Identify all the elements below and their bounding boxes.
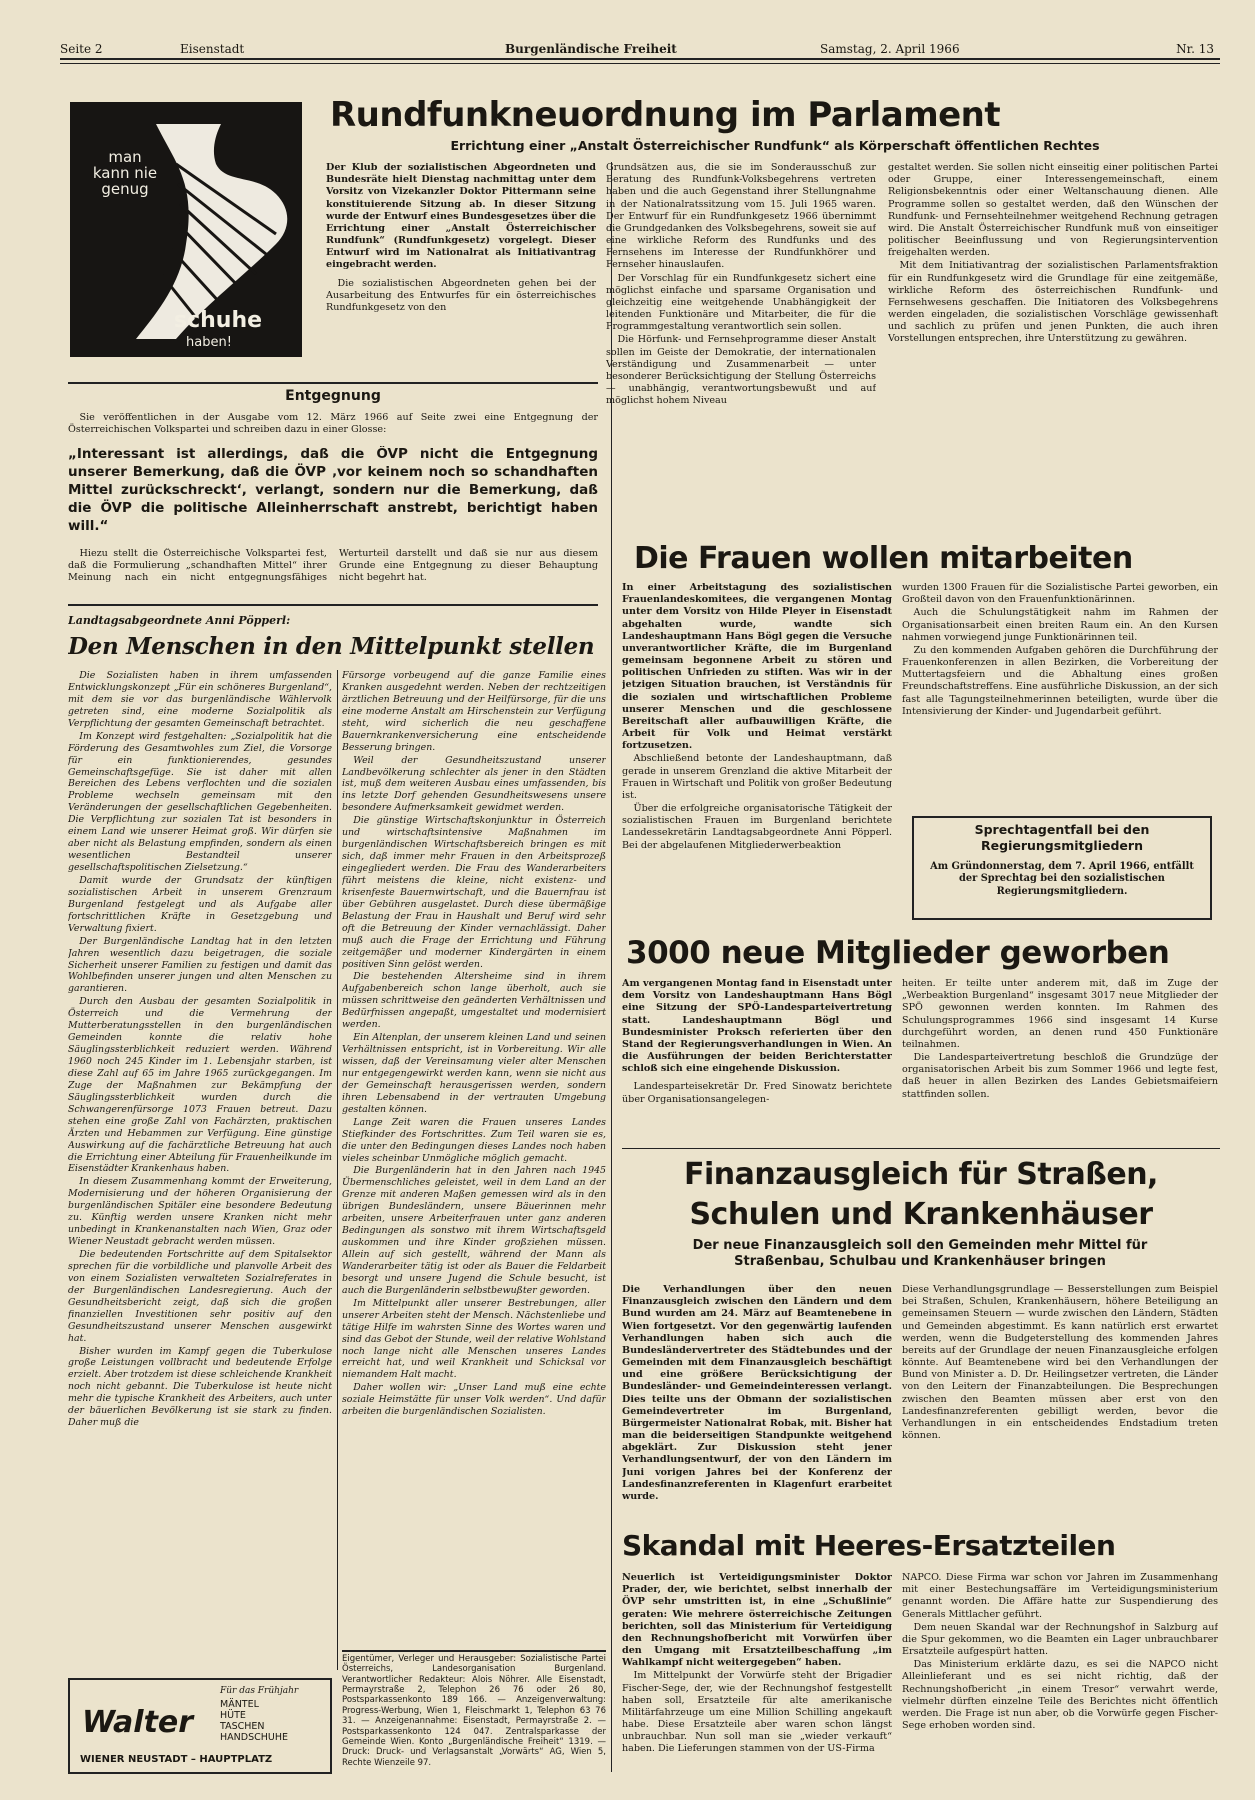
poepperl-headline: Den Menschen in den Mittelpunkt stellen — [68, 633, 595, 660]
frauen-p2: Über die erfolgreiche organisatorische Tätigkeit der sozialistischen Frauen im Burgenland berichtete Landessekretärin Landtagsabgeordnete Anni Pöpperl. Bei der abgelaufenen Mitgliederwerbeaktion — [622, 803, 892, 851]
entgegnung-quote: „Interessant ist allerdings, daß die ÖVP nicht die Entgegnung unserer Bemerkung, daß die ÖVP ‚vor keinem noch so schandhaften Mittel zurückschreckt‘, verlangt, sondern nur die Bemerkung, daß die ÖVP die politische Alleinherrschaft anstrebt, berichtigt haben will.“ — [68, 446, 598, 534]
rundfunk-col3-p2: Mit dem Initiativantrag der sozialistischen Parlamentsfraktion für ein Rundfunkgesetz wird die Grundlage für eine zeitgemäße, wirkliche Reform des österreichischen Rundfunk- und Fernsehwesens geschaffen. Die Initiatoren des Volksbegehrens werden eingeladen, die sozialistischen Vorschläge gewissenhaft und sachlich zu prüfen und jenen Punkten, die auch ihren Vorstellungen entsprechen, ihre Unterstützung zu gewähren. — [888, 260, 1218, 345]
issue-date: Samstag, 2. April 1966 — [820, 42, 960, 56]
poepperl-p9: Fürsorge vorbeugend auf die ganze Familie eines Kranken ausgedehnt werden. Neben der rechtzeitigen ärztlichen Betreuung und der Heilfürsorge, für die uns eine moderne Anstalt am Hirschenstein zur Verfügung steht, wird sicherlich die neu geschaffene Bauernkrankenversicherung eine entscheidende Besserung bringen. — [342, 670, 606, 753]
poepperl-p4: Der Burgenländische Landtag hat in den letzten Jahren wesentlich dazu beigetragen, die soziale Sicherheit unserer Familien zu festigen und damit das Wohlbefinden unserer jungen und alten Menschen zu garantieren. — [68, 935, 332, 995]
walter-item: HÜTE — [220, 1709, 246, 1721]
paper-name: Burgenländische Freiheit — [505, 42, 677, 56]
poepperl-p13: Ein Altenplan, der unserem kleinen Land und seinen Verhältnissen entspricht, ist in Vorbereitung. Wir alle wissen, daß der Vereinsamung vieler alter Menschen nur entgegengewirkt werden kann, wenn sie nicht aus der Gemeinschaft herausgerissen werden, sondern ihren Lebensabend in der vertrauten Umgebung gestalten können. — [342, 1032, 606, 1115]
poepperl-p5: Durch den Ausbau der gesamten Sozialpolitik in Österreich und die Vermehrung der Mutterberatungsstellen in den burgenländischen Gemeinden konnte die relativ hohe Säuglingssterblichkeit reduziert werden. Während 1960 noch 245 Kinder im 1. Lebensjahr starben, ist diese Zahl auf 65 im Jahre 1965 zurückgegangen. Im Zuge der Maßnahmen zur Bekämpfung der Säuglingssterblichkeit wurden durch die Schwangerenfürsorge 1073 Frauen betreut. Dazu stehen eine große Zahl von Fachärzten, praktischen Ärzten und Hebammen zur Verfügung. Eine günstige Auswirkung auf die fachärztliche Betreuung hat auch die Errichtung einer Abteilung für Frauenheilkunde im Eisenstädter Krankenhaus haben. — [68, 996, 332, 1175]
poepperl-col-2 — [342, 670, 606, 1638]
divider — [68, 604, 598, 606]
rundfunk-subtitle: Errichtung einer „Anstalt Österreichischer Rundfunk“ als Körperschaft öffentlichen Rechtes — [450, 138, 1100, 153]
poepperl-p6: In diesem Zusammenhang kommt der Erweiterung, Modernisierung und der höheren Organisierung der burgenländischen Spitäler eine besondere Bedeutung zu. Künftig werden unsere Kranken nicht mehr unbedingt in Krankenanstalten nach Wien, Graz oder Wiener Neustadt gebracht werden müssen. — [68, 1176, 332, 1248]
divider — [622, 1148, 1220, 1149]
entgegnung-title: Entgegnung — [285, 388, 381, 404]
skandal-p3: Dem neuen Skandal war der Rechnungshof in Salzburg auf die Spur gekommen, wo die Beamten ein Lager unbrauchbarer Ersatzteile aufgespürt hatten. — [902, 1621, 1218, 1658]
frauen-headline: Die Frauen wollen mitarbeiten — [634, 541, 1133, 576]
frauen-col-2 — [902, 582, 1218, 810]
walter-item: MÄNTEL — [220, 1699, 259, 1710]
poepperl-p10: Weil der Gesundheitszustand unserer Landbevölkerung schlechter als jener in den Städten ist, muß dem weiteren Ausbau eines umfassenden, bis ins letzte Dorf gehenden Gesundheitswesens unsere besondere Aufmerksamkeit gewidmet werden. — [342, 754, 606, 814]
notice-title: Sprechtagentfall bei den Regierungsmitgliedern — [974, 822, 1150, 854]
poepperl-p12: Die bestehenden Altersheime sind in ihrem Aufgabenbereich schon lange überholt, auch sie müssen schrittweise den geänderten Verhältnissen und Bedürfnissen angepaßt, umgestaltet und modernisiert werden. — [342, 971, 606, 1031]
mitglieder-headline: 3000 neue Mitglieder geworben — [626, 935, 1170, 971]
mitglieder-p3: Die Landesparteivertretung beschloß die Grundzüge der organisatorischen Arbeit bis zum Sommer 1966 und legte fest, daß heuer in allen Bezirken des Landes Gebietsmaifeiern stattfinden sollen. — [902, 1052, 1218, 1100]
frauen-p3: wurden 1300 Frauen für die Sozialistische Partei geworben, ein Großteil davon von den Frauenfunktionärinnen. — [902, 582, 1218, 606]
walter-item: TASCHEN — [220, 1720, 265, 1732]
skandal-p4: Das Ministerium erklärte dazu, es sei die NAPCO nicht Alleinlieferant und es sei nicht richtig, daß der Rechnungshofbericht „in einem Tresor“ verwahrt werde, vielmehr dürften einzelne Teile des Berichtes nicht öffentlich werden. Die Frage ist nun aber, ob die Vorwürfe gegen Fischer-Sege erhoben worden sind. — [902, 1659, 1218, 1732]
finanz-headline-1: Finanzausgleich für Straßen, — [684, 1157, 1158, 1192]
entgegnung-intro — [68, 412, 598, 444]
entgegnung-body-text: Hiezu stellt die Österreichische Volkspartei fest, daß die Formulierung „schandhaften Mittel“ ihrer Meinung nach ein nicht entgegnungsfähiges Werturteil darstellt und daß sie nur aus diesem Grunde eine Entgegnung zu dieser Behauptung nicht begehrt hat. — [68, 548, 598, 584]
rundfunk-col2-p2: Der Vorschlag für ein Rundfunkgesetz sichert eine möglichst einfache und sparsame Organisation und gleichzeitig eine weitgehende Unabhängigkeit der leitenden Funktionäre und Mitarbeiter, die für die Programmgestaltung verantwortlich sein sollen. — [606, 272, 876, 333]
divider — [68, 382, 598, 384]
finanz-col-1 — [622, 1284, 892, 1522]
rundfunk-lead: Der Klub der sozialistischen Abgeordneten und Bundesräte hielt Dienstag nachmittag unter dem Vorsitz von Vizekanzler Doktor Pittermann seine konstituierende Sitzung ab. In dieser Sitzung wurde der Entwurf eines Bundesgesetzes über die Errichtung einer „Anstalt Österreichischer Rundfunk“ (Rundfunkgesetz) vorgelegt. Dieser Entwurf wird im Nationalrat als Initiativantrag eingebracht werden. — [326, 162, 596, 271]
skandal-col-2 — [902, 1572, 1218, 1776]
walter-address: WIENER NEUSTADT – HAUPTPLATZ — [80, 1754, 273, 1765]
rundfunk-col3-p1: gestaltet werden. Sie sollen nicht einseitig einer politischen Partei oder Gruppe, einer Interessengemeinschaft, einem Religionsbekenntnis oder einer Weltanschauung dienen. Alle Programme sollen so gestaltet werden, daß den Wünschen der Rundfunk- und Fernsehteilnehmer weitgehend Rechnung getragen wird. Die Anstalt Österreichischer Rundfunk muß von einseitiger politischer Beeinflussung und von Regierungsintervention freigehalten werden. — [888, 162, 1218, 259]
skandal-col-1 — [622, 1572, 892, 1776]
issue-number: Nr. 13 — [1176, 42, 1214, 56]
walter-item: HANDSCHUHE — [220, 1731, 288, 1743]
finanz-col-2 — [902, 1284, 1218, 1522]
rundfunk-col2-p3: Die Hörfunk- und Fernsehprogramme dieser Anstalt sollen im Geiste der Demokratie, der internationalen Verständigung und Zusammenarbeit — unter besonderer Berücksichtigung der Stellung Österreichs — unabhängig, verantwortungsbewußt und auf möglichst hohem Niveau — [606, 334, 876, 407]
entgegnung-intro-text: Sie veröffentlichen in der Ausgabe vom 12. März 1966 auf Seite zwei eine Entgegnung der Österreichischen Volkspartei und schreiben dazu in einer Glosse: — [68, 412, 598, 436]
poepperl-p17: Daher wollen wir: „Unser Land muß eine echte soziale Heimstätte für unser Volk werden“. Und dafür arbeiten die burgenländischen Sozialisten. — [342, 1382, 606, 1418]
finanz-subtitle: Der neue Finanzausgleich soll den Gemeinden mehr Mittel für Straßenbau, Schulbau und Krankenhäuser bringen — [692, 1238, 1148, 1270]
rundfunk-col-2 — [606, 162, 876, 534]
poepperl-p15: Die Burgenländerin hat in den Jahren nach 1945 Übermenschliches geleistet, weil in dem Land an der Grenze mit anderen Maßen gemessen wird als in den übrigen Bundesländern, unsere Bäuerinnen mehr arbeiten, unsere Arbeiterfrauen unter ganz anderen Bedingungen als sonstwo mit ihrem Wirtschaftsgeld auskommen und ihre Kinder großziehen müssen. Allein auf sich gestellt, während der Mann als Wanderarbeiter tätig ist oder als Bauer die Feldarbeit besorgt und unsere Jugend die Schule besucht, ist auch die Burgenländerin selbstbewußter geworden. — [342, 1165, 606, 1296]
column-rule — [337, 670, 338, 1670]
mitglieder-col-2 — [902, 978, 1218, 1148]
rundfunk-p1: Die sozialistischen Abgeordneten gehen bei der Ausarbeitung des Entwurfes für ein österreichisches Rundfunkgesetz von den — [326, 277, 596, 313]
walter-items — [220, 1700, 288, 1744]
poepperl-p8: Bisher wurden im Kampf gegen die Tuberkulose große Leistungen vollbracht und bedeutende Erfolge erzielt. Aber trotzdem ist diese schleichende Krankheit noch nicht gebannt. Die Tuberkulose ist heute nicht mehr die typische Krankheit des Arbeiters, auch unter der bäuerlichen Bevölkerung ist sie stark zu finden. Daher muß die — [68, 1345, 332, 1429]
poepperl-p11: Die günstige Wirtschaftskonjunktur in Österreich und wirtschaftsintensive Maßnahmen im burgenländischen Wirtschaftsbereich bringen es mit sich, daß immer mehr Frauen in den Arbeitsprozeß eingegliedert werden. Die Frau des Wanderarbeiters führt meistens die kleine, nicht existenz- und krisenfeste Bauernwirtschaft, und die Bauernfrau ist über Gebühren ausgelastet. Durch diese übermäßige Belastung der Frau in Haushalt und Beruf wird sehr oft die Betreuung der Kinder vernachlässigt. Daher muß auch die Frage der Errichtung und Führung zeitgemäßer und moderner Kindergärten in einem positiven Sinn gelöst werden. — [342, 815, 606, 970]
frauen-p4: Auch die Schulungstätigkeit nahm im Rahmen der Organisationsarbeit einen breiten Raum ein. An den Kursen nahmen vorwiegend junge Funktionärinnen teil. — [902, 607, 1218, 643]
poepperl-p1: Die Sozialisten haben in ihrem umfassenden Entwicklungskonzept „Für ein schöneres Burgenland“, mit dem sie vor das burgenländische Wählervolk getreten sind, eine moderne Sozialpolitik als Verpflichtung der gesamten Gemeinschaft betrachtet. — [68, 670, 332, 729]
frauen-lead: In einer Arbeitstagung des sozialistischen Frauenlandeskomitees, die vergangenen Montag unter dem Vorsitz von Hilde Pleyer in Eisenstadt abgehalten wurde, wandte sich Landeshauptmann Hans Bögl gegen die Versuche unverantwortlicher Kräfte, die im Burgenland gemeinsam begonnene Arbeit zu stören und politischen Unfrieden zu stiften. Was wir in der jetzigen Situation brauchen, ist Verständnis für die sozialen und wirtschaftlichen Probleme unserer Menschen und die geschlossene Bereitschaft aller aufbauwilligen Kräfte, die Arbeit für Volk und Heimat verstärkt fortzusetzen. — [622, 582, 892, 752]
mitglieder-p2: heiten. Er teilte unter anderem mit, daß im Zuge der „Werbeaktion Burgenland“ insgesamt 3017 neue Mitglieder der SPÖ gewonnen werden konnten. Im Rahmen des Schulungsprogrammes 1966 sind insgesamt 14 Kurse durchgeführt worden, an denen rund 450 Funktionäre teilnahmen. — [902, 978, 1218, 1050]
frauen-p1: Abschließend betonte der Landeshauptmann, daß gerade in unserem Grenzland die aktive Mitarbeit der Frauen in Wirtschaft und Politik von großer Bedeutung ist. — [622, 753, 892, 801]
walter-tagline: Für das Frühjahr — [220, 1686, 299, 1696]
frauen-col-1 — [622, 582, 892, 928]
entgegnung-body — [68, 548, 598, 596]
mitglieder-p1: Landesparteisekretär Dr. Fred Sinowatz berichtete über Organisationsangelegen- — [622, 1081, 892, 1105]
mitglieder-col-1 — [622, 978, 892, 1148]
walter-advertisement — [68, 1678, 332, 1774]
poepperl-col-1 — [68, 670, 332, 1670]
ad-slogan: man kann nie genug — [92, 148, 158, 198]
skandal-lead: Neuerlich ist Verteidigungsminister Doktor Prader, der, wie berichtet, selbst innerhalb der ÖVP sehr umstritten ist, in eine „Schußlinie“ geraten: Wie mehrere österreichische Zeitungen berichten, soll das Ministerium für Verteidigung den Rechnungshofbericht mit Vorwürfen über den Umgang mit Ersatzteilbeschaffung „im Wahlkampf nicht weitergegeben“ haben. — [622, 1572, 892, 1669]
finanz-lead: Die Verhandlungen über den neuen Finanzausgleich zwischen den Ländern und dem Bund wurden am 24. März auf Beamtenebene in Wien fortgesetzt. Vor den gegenwärtig laufenden Verhandlungen haben sich auch die Bundesländervertreter des Städtebundes und der Gemeinden mit dem Finanzausgleich beschäftigt und eine größere Berücksichtigung der Bundesländer- und Gemeindeinteressen verlangt. Dies teilte uns der Obmann der sozialistischen Gemeindevertreter im Burgenland, Bürgermeister Nationalrat Robak, mit. Bisher hat man die beiderseitigen Standpunkte weitgehend abgeklärt. Zur Diskussion steht jener Verhandlungsentwurf, der von den Ländern im Juni vorigen Jahres bei der Konferenz der Landesfinanzreferenten in Klagenfurt erarbeitet wurde. — [622, 1284, 892, 1502]
shoe-advertisement — [70, 102, 302, 357]
rundfunk-headline: Rundfunkneuordnung im Parlament — [330, 95, 1001, 134]
mitglieder-lead: Am vergangenen Montag fand in Eisenstadt unter dem Vorsitz von Landeshauptmann Hans Bögl eine Sitzung der SPÖ-Landesparteivertretung statt. Landeshauptmann Bögl und Bundesminister Proksch referierten über den Stand der Regierungsverhandlungen in Wien. An die Ausführungen der beiden Berichterstatter schloß sich eine eingehende Diskussion. — [622, 978, 892, 1075]
rundfunk-col-1 — [326, 162, 596, 398]
rundfunk-col-3 — [888, 162, 1218, 534]
poepperl-p16: Im Mittelpunkt aller unserer Bestrebungen, aller unserer Arbeiten steht der Mensch. Nächstenliebe und tätige Hilfe im wahrsten Sinne des Wortes waren und sind das Gebot der Stunde, weil der relative Wohlstand noch lange nicht alle Menschen unseres Landes erreicht hat, und weil Krankheit und Schicksal vor niemandem Halt macht. — [342, 1297, 606, 1381]
skandal-p2: NAPCO. Diese Firma war schon vor Jahren im Zusammenhang mit einer Bestechungsaffäre im Verteidigungsministerium genannt worden. Die Affäre hatte zur Suspendierung des Generals Mittlacher geführt. — [902, 1572, 1218, 1620]
header-city: Eisenstadt — [180, 42, 245, 56]
page-header — [60, 38, 1220, 60]
ad-word-haben: haben! — [186, 335, 232, 350]
column-rule — [611, 162, 612, 1772]
poepperl-p2: Im Konzept wird festgehalten: „Sozialpolitik hat die Förderung des Gesamtwohles zum Ziel, die Vorsorge für ein funktionierendes, gesundes Gemeinschaftsgefüge. Sie ist daher mit allen Bereichen des Lebens verflochten und die sozialen Probleme wechseln gemeinsam mit den Veränderungen der gesellschaftlichen Gegebenheiten. Die Verpflichtung zur sozialen Tat ist besonders in einem Land wie unserer Heimat groß. Wir dürfen sie aber nicht als Belastung empfinden, sondern als einen wesentlichen Bestandteil unserer gesellschaftspolitischen Zielsetzung.“ — [68, 730, 332, 873]
walter-brand: Walter — [82, 1705, 194, 1740]
skandal-p1: Im Mittelpunkt der Vorwürfe steht der Brigadier Fischer-Sege, der, wie der Rechnungshof festgestellt haben soll, Ersatzteile für alte amerikanische Militärfahrzeuge um eine Million Schilling angekauft habe. Diese Ersatzteile aber waren schon längst unbrauchbar. Nun soll man sie „wieder verkauft“ haben. Die Lieferungen stammen von der US-Firma — [622, 1670, 892, 1755]
frauen-p5: Zu den kommenden Aufgaben gehören die Durchführung der Frauenkonferenzen in allen Bezirken, die Vorbereitung der Muttertagsfeiern und die Abhaltung eines großen Freundschaftstreffens. Eine ausführliche Diskussion, an der sich fast alle Tagungsteilnehmerinnen beteiligten, wurde über die Intensivierung der Kinder- und Jugendarbeit geführt. — [902, 644, 1218, 717]
divider — [342, 1650, 606, 1652]
skandal-headline: Skandal mit Heeres-Ersatzteilen — [622, 1529, 1116, 1562]
finanz-p1: Diese Verhandlungsgrundlage — Besserstellungen zum Beispiel bei Straßen, Schulen, Krankenhäusern, höhere Beteiligung an gemeinsamen Steuern — wurde zwischen den Ländern, Städten und Gemeinden abgestimmt. Es kann natürlich erst erwartet werden, wenn die Budgeterstellung des kommenden Jahres bereits auf der Grundlage der neuen Finanzausgleiche erfolgen könnte. Auf Beamtenebene wird bei den Verhandlungen der Bund von Minister a. D. Dr. Heilingsetzer vertreten, die Länder von den Leitern der Finanzabteilungen. Die Besprechungen zwischen den Beamten müssen aber erst von den Landesfinanzreferenten gebilligt werden, bevor die Verhandlungen in ein entscheidendes Endstadium treten können. — [902, 1284, 1218, 1442]
imprint — [342, 1654, 606, 1776]
notice-body: Am Gründonnerstag, dem 7. April 1966, entfällt der Sprechtag bei den sozialistischen Regierungsmitgliedern. — [930, 860, 1194, 897]
rundfunk-col2-p1: Grundsätzen aus, die sie im Sonderausschuß zur Beratung des Rundfunk-Volksbegehrens vertreten haben und die auch Gegenstand ihrer Stellungnahme in der Nationalratssitzung vom 15. Juli 1965 waren. Der Entwurf für ein Rundfunkgesetz 1966 übernimmt die Grundgedanken des Volksbegehrens, soweit sie auf eine wirkliche Reform des Rundfunks und des Fernsehens im Interesse der Rundfunkhörer und Fernseher hinauslaufen. — [606, 162, 876, 271]
imprint-text: Eigentümer, Verleger und Herausgeber: Sozialistische Partei Österreichs, Landesorganisation Burgenland. Verantwortlicher Redakteur: Alois Nöhrer. Alle Eisenstadt, Permayrstraße 2, Telephon 26 76 oder 26 80, Postsparkassenkonto 189 166. — Anzeigenverwaltung: Progress-Werbung, Wien 1, Fleischmarkt 1, Telephon 63 76 31. — Anzeigenannahme: Eisenstadt, Permayrstraße 2. — Postsparkassenkonto 124 047. Zentralsparkasse der Gemeinde Wien. Konto „Burgenländische Freiheit“ 1319. — Druck: Druck- und Verlagsanstalt „Vorwärts“ AG, Wien 5, Rechte Wienzeile 97. — [342, 1654, 606, 1768]
page-number: Seite 2 — [60, 42, 103, 56]
finanz-headline-2: Schulen und Krankenhäuser — [689, 1197, 1153, 1232]
poepperl-p14: Lange Zeit waren die Frauen unseres Landes Stiefkinder des Fortschrittes. Zum Teil waren sie es, die unter den Bedingungen dieses Landes noch haben vieles scheinbar Unmögliche möglich gemacht. — [342, 1116, 606, 1164]
poepperl-p7: Die bedeutenden Fortschritte auf dem Spitalsektor sprechen für die vorbildliche und planvolle Arbeit des von einem Sozialisten verwalteten Sozialreferates in der Burgenländischen Landesregierung. Auch der Gesundheitsbericht zeigt, daß sich die großen finanziellen Investitionen sehr positiv auf den Gesundheitszustand unserer Menschen ausgewirkt hat. — [68, 1249, 332, 1344]
poepperl-kicker: Landtagsabgeordnete Anni Pöpperl: — [68, 614, 291, 627]
header-rule — [60, 63, 1220, 64]
ad-word-schuhe: schuhe — [174, 308, 263, 333]
sprechtag-notice — [912, 816, 1212, 920]
poepperl-p3: Damit wurde der Grundsatz der künftigen sozialistischen Arbeit in unserem Grenzraum Burgenland festgelegt und als Aufgabe aller fortschrittlichen Kräfte in Gesetzgebung und Verwaltung fixiert. — [68, 874, 332, 934]
newspaper-page — [60, 38, 1220, 1778]
